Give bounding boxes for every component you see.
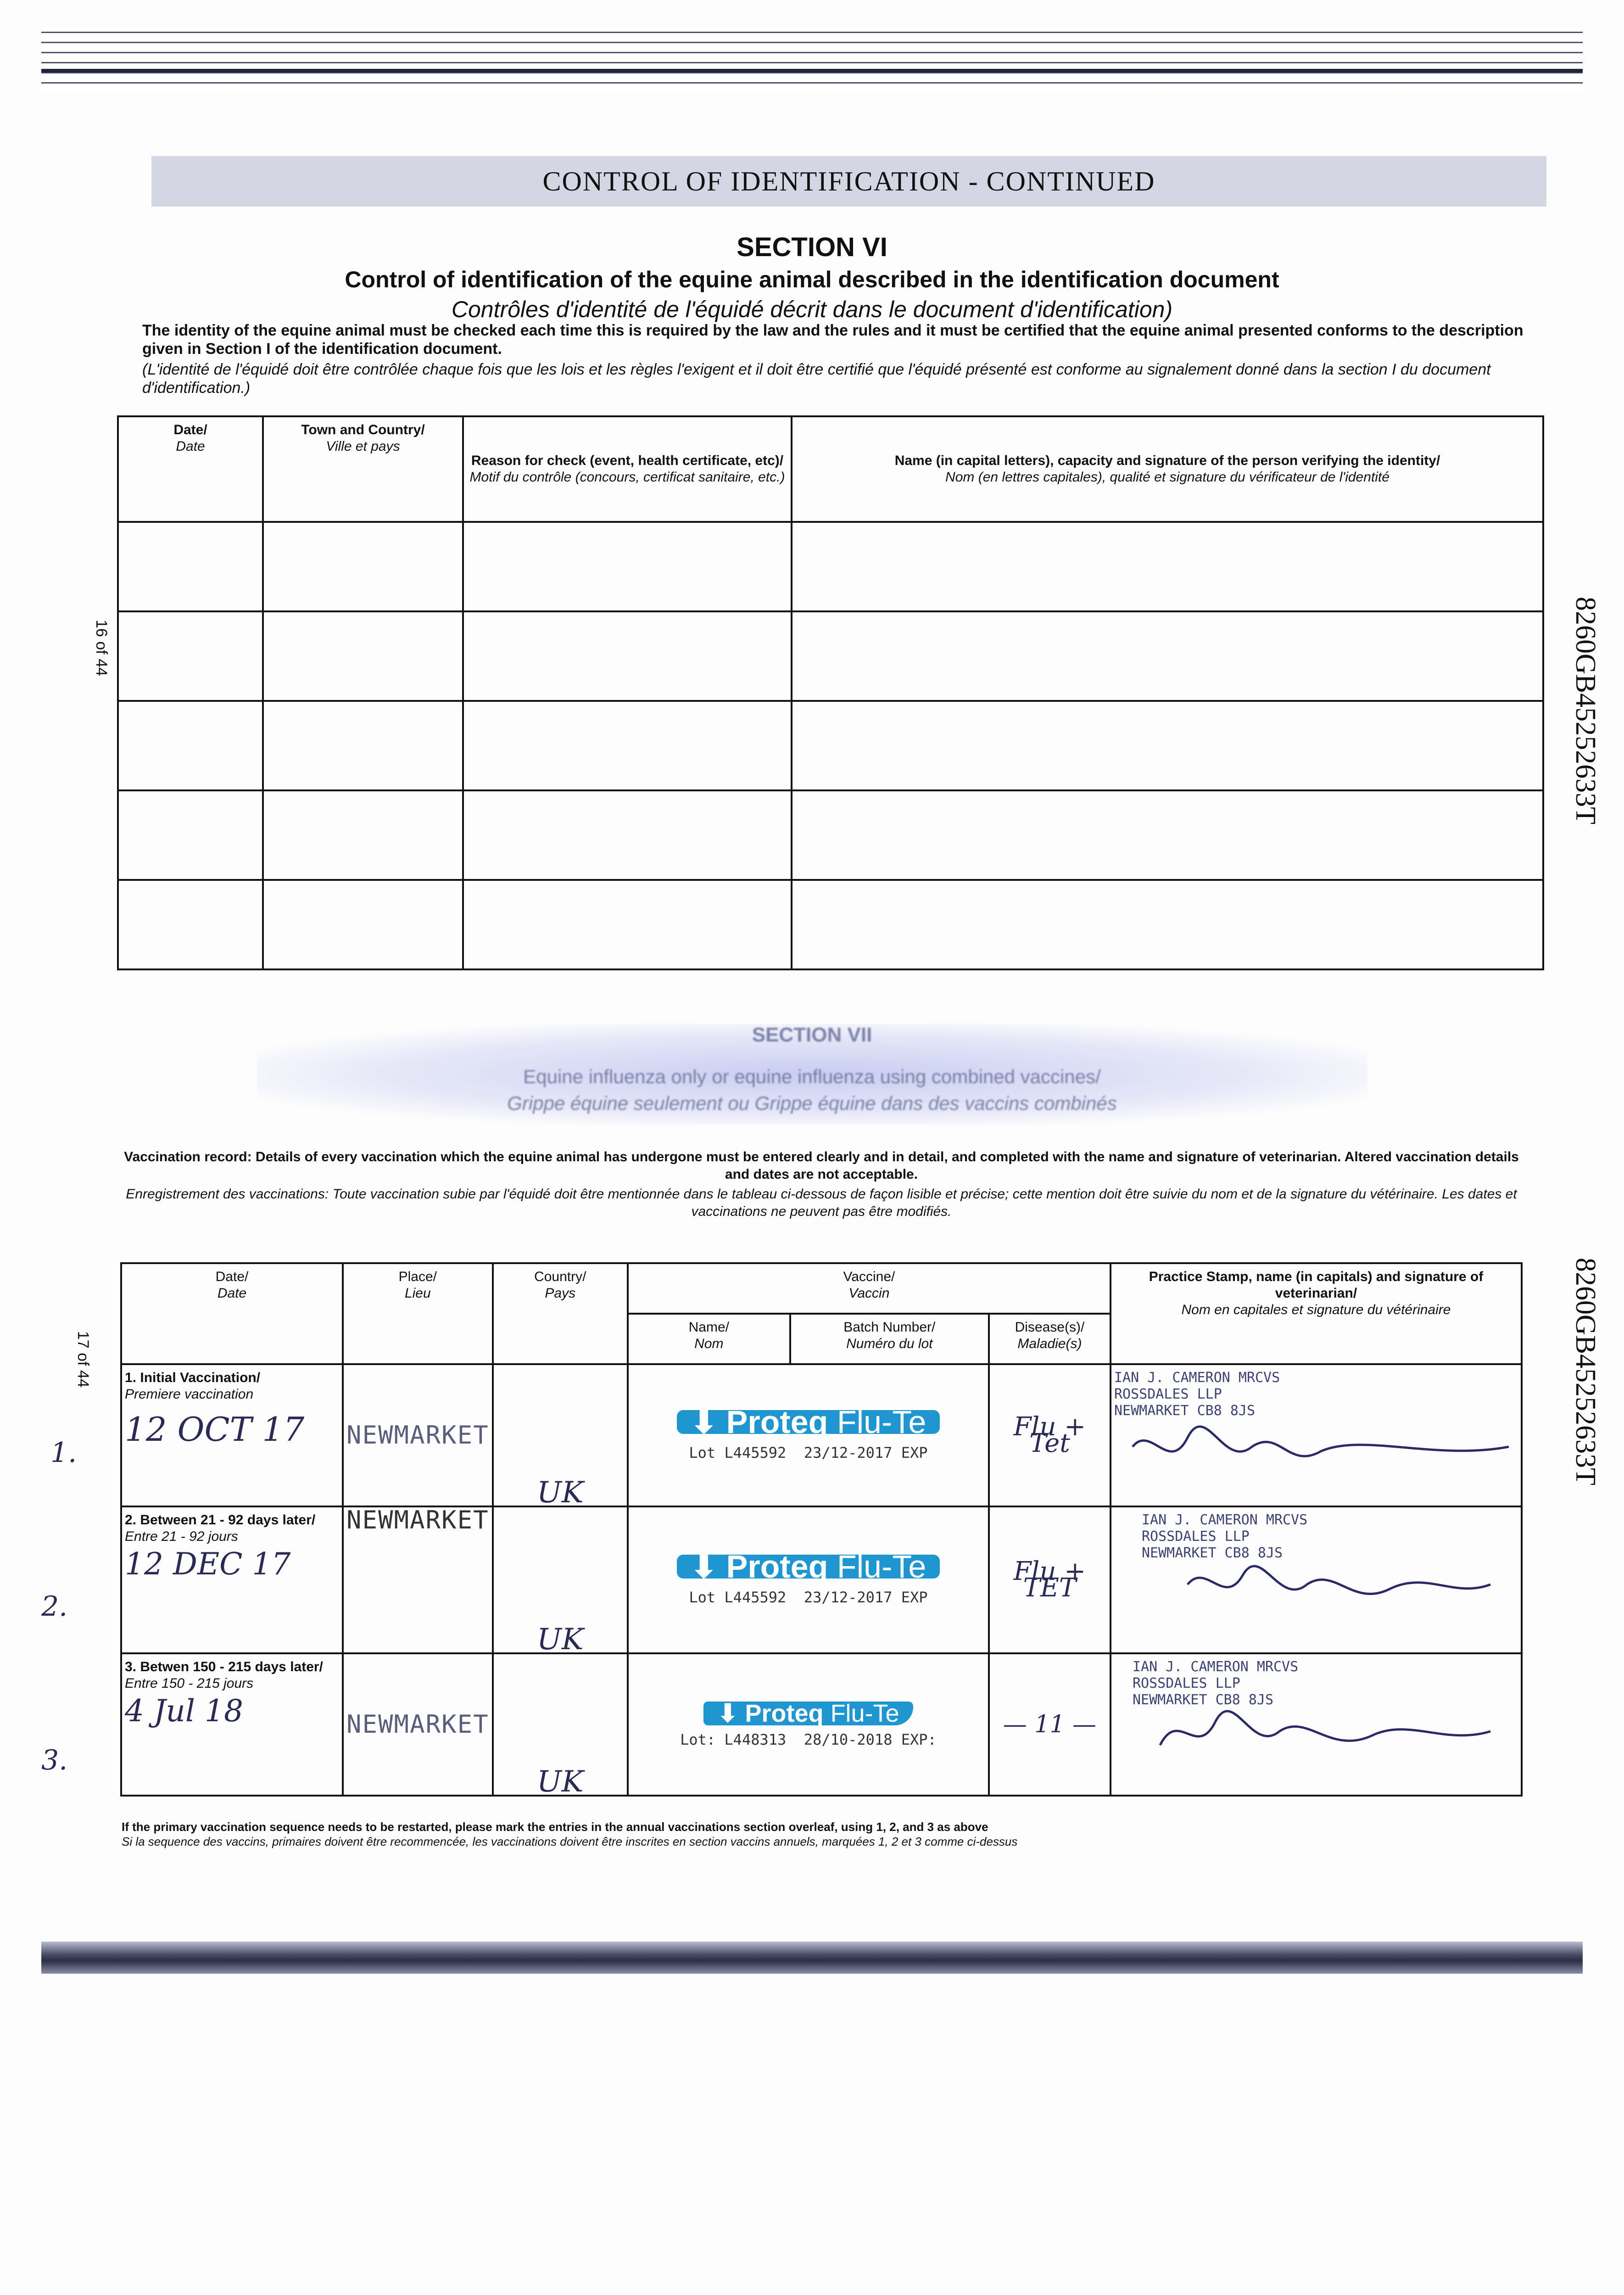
- table-row: [121, 1506, 1522, 1653]
- handwritten-date: 12 OCT 17: [125, 1410, 305, 1449]
- expiry-date: 23/12-2017: [804, 1444, 893, 1461]
- col-batch-number: Batch Number/ Numéro du lot: [790, 1314, 989, 1364]
- section7-subtitle-en: Equine influenza only or equine influenza using combined vaccines/: [523, 1066, 1101, 1087]
- cell[interactable]: [792, 880, 1543, 969]
- cell[interactable]: [118, 611, 263, 701]
- section7-subtitle-fr: Grippe équine seulement ou Grippe équine dans des vaccins combinés: [507, 1092, 1117, 1114]
- vaccine-sticker: ⬇ Proteq Flu-Te: [703, 1702, 913, 1725]
- handwritten-disease: Flu + Tet: [1013, 1412, 1086, 1458]
- vaccine-sticker: ⬇ Proteq Flu-Te: [677, 1410, 940, 1434]
- batch-number: L445592: [724, 1588, 787, 1606]
- cell[interactable]: [463, 611, 792, 701]
- vaccination-record-fr: Enregistrement des vaccinations: Toute vaccination subie par l'équidé doit être mentionnée dans le tableau ci-dessous de façon lisible et précise; cette mention doit être suivie du nom et de la signature du vétérinaire. Les dates et vaccinations ne peuvent pas être modifiés.: [126, 1187, 1517, 1219]
- date-cell[interactable]: [121, 1506, 343, 1653]
- col-country: Country/ Pays: [493, 1263, 628, 1364]
- col-date: Date/ Date: [118, 416, 263, 522]
- cell[interactable]: [263, 790, 463, 880]
- vet-stamp: IAN J. CAMERON MRCVS ROSSDALES LLP NEWMARKET CB8 8JS: [1132, 1659, 1299, 1708]
- cell[interactable]: [792, 522, 1543, 611]
- doc-number-lower: 8260GB45252633T: [1570, 1258, 1601, 1485]
- cell[interactable]: [118, 522, 263, 611]
- footer-scan-band: [41, 1942, 1583, 1974]
- vet-signature: [1133, 1562, 1500, 1612]
- handwritten-date: 12 DEC 17: [125, 1546, 291, 1582]
- continued-title: CONTROL OF IDENTIFICATION - CONTINUED: [151, 156, 1546, 207]
- country-cell[interactable]: [493, 1653, 628, 1799]
- handwritten-date: 4 Jul 18: [125, 1693, 244, 1729]
- table-row: [118, 790, 1543, 880]
- cell[interactable]: [118, 790, 263, 880]
- table-row: [118, 880, 1543, 969]
- place-stamp: NEWMARKET: [346, 1506, 489, 1534]
- footnote-fr: Si la sequence des vaccins, primaires doivent être recommencée, les vaccinations doivent être inscrites en section vaccins annuels, marquées 1, 2 et 3 comme ci-dessus: [122, 1835, 1018, 1848]
- col-place: Place/ Lieu: [343, 1263, 493, 1364]
- disease-cell[interactable]: [989, 1653, 1111, 1796]
- place-cell[interactable]: [343, 1653, 493, 1796]
- handwritten-country: UK: [536, 1623, 584, 1657]
- vet-stamp-cell[interactable]: [1111, 1506, 1522, 1653]
- section6-paragraph-fr: (L'identité de l'équidé doit être contrôlée chaque fois que les lois et les règles l'exigent et il doit être certifié que l'équidé présenté est conforme au signalement donné dans la section I du document d'identification.): [142, 361, 1491, 397]
- col-reason: Reason for check (event, health certificate, etc)/ Motif du contrôle (concours, certificat sanitaire, etc.): [463, 416, 792, 522]
- country-cell[interactable]: [493, 1364, 628, 1510]
- handwritten-disease: — 11 —: [1003, 1711, 1097, 1738]
- cell[interactable]: [263, 522, 463, 611]
- section6-subtitle-en: Control of identification of the equine animal described in the identification document: [345, 267, 1279, 292]
- row-label-en: 3. Betwen 150 - 215 days later/: [125, 1659, 323, 1674]
- cell[interactable]: [792, 701, 1543, 790]
- section6-paragraph-en: The identity of the equine animal must be checked each time this is required by the law and the rules and it must be certified that the equine animal presented conforms to the description given in Section I of the identification document.: [142, 322, 1524, 358]
- header-rule: [41, 69, 1583, 73]
- row-label-en: 1. Initial Vaccination/: [125, 1370, 261, 1385]
- cell[interactable]: [463, 880, 792, 969]
- expiry-date: 28/10-2018: [804, 1730, 893, 1748]
- col-date: Date/ Date: [121, 1263, 343, 1364]
- col-town-country: Town and Country/ Ville et pays: [263, 416, 463, 522]
- table-row: [118, 701, 1543, 790]
- country-cell[interactable]: [493, 1506, 628, 1657]
- vaccination-record-en: Vaccination record: Details of every vaccination which the equine animal has undergone must be entered clearly and in detail, and completed with the name and signature of veterinarian. Altered vaccination details and dates are not acceptable.: [124, 1149, 1519, 1182]
- row-label-fr: Entre 150 - 215 jours: [125, 1676, 254, 1691]
- margin-number-2: 2.: [41, 1590, 68, 1623]
- vaccine-sticker-cell[interactable]: ⬇ Proteq Flu-Te Lot L445592 23/12-2017 EXP: [628, 1506, 989, 1653]
- place-cell[interactable]: [343, 1364, 493, 1506]
- vaccine-sticker: ⬇ Proteq Flu-Te: [677, 1555, 940, 1579]
- disease-cell[interactable]: [989, 1364, 1111, 1506]
- row-label-fr: Premiere vaccination: [125, 1387, 254, 1402]
- batch-number: L448313: [724, 1730, 787, 1748]
- section6-title: SECTION VI: [737, 232, 887, 262]
- section6-subtitle-fr: Contrôles d'identité de l'équidé décrit dans le document d'identification): [451, 297, 1173, 322]
- table-row: [118, 611, 1543, 701]
- col-verifier: Name (in capital letters), capacity and signature of the person verifying the identity/ Nom (en lettres capitales), qualité et signature du vérificateur de l'identité: [792, 416, 1543, 522]
- row-label-en: 2. Between 21 - 92 days later/: [125, 1512, 316, 1528]
- table-row: [121, 1653, 1522, 1796]
- date-cell[interactable]: [121, 1364, 343, 1506]
- vet-stamp-cell[interactable]: [1111, 1364, 1522, 1506]
- margin-number-3: 3.: [41, 1744, 68, 1776]
- col-vaccine: Vaccine/ Vaccin: [628, 1263, 1111, 1314]
- vet-signature: [1114, 1419, 1518, 1479]
- cell[interactable]: [263, 611, 463, 701]
- handwritten-disease: Flu + TET: [1013, 1556, 1086, 1603]
- page-number-17: 17 of 44: [74, 1331, 92, 1388]
- col-vaccine-name: Name/ Nom: [628, 1314, 790, 1364]
- table-row: [118, 522, 1543, 611]
- vet-stamp-cell[interactable]: [1111, 1653, 1522, 1796]
- identification-check-table: [117, 415, 1544, 970]
- cell[interactable]: [118, 701, 263, 790]
- handwritten-country: UK: [536, 1476, 584, 1510]
- vet-stamp: IAN J. CAMERON MRCVS ROSSDALES LLP NEWMARKET CB8 8JS: [1114, 1370, 1280, 1419]
- section7-title: SECTION VII: [752, 1024, 872, 1046]
- table-row: [121, 1364, 1522, 1506]
- doc-number-upper: 8260GB45252633T: [1570, 597, 1601, 824]
- col-diseases: Disease(s)/ Maladie(s): [989, 1314, 1111, 1364]
- date-cell[interactable]: [121, 1653, 343, 1796]
- margin-number-1: 1.: [50, 1437, 77, 1469]
- vaccination-table: [120, 1262, 1523, 1797]
- cell[interactable]: [263, 701, 463, 790]
- vet-signature: [1133, 1708, 1500, 1759]
- cell[interactable]: [792, 611, 1543, 701]
- cell[interactable]: [463, 701, 792, 790]
- batch-number: L445592: [724, 1444, 787, 1461]
- footnote-en: If the primary vaccination sequence needs to be restarted, please mark the entries in the annual vaccinations section overleaf, using 1, 2, and 3 as above: [122, 1820, 988, 1834]
- vaccine-sticker-cell[interactable]: ⬇ Proteq Flu-Te Lot: L448313 28/10-2018 EXP:: [628, 1653, 989, 1796]
- row-label-fr: Entre 21 - 92 jours: [125, 1529, 238, 1544]
- vet-stamp: IAN J. CAMERON MRCVS ROSSDALES LLP NEWMARKET CB8 8JS: [1141, 1512, 1308, 1561]
- handwritten-country: UK: [536, 1765, 584, 1799]
- disease-cell[interactable]: [989, 1506, 1111, 1653]
- cell[interactable]: [118, 880, 263, 969]
- vaccine-sticker-cell[interactable]: ⬇ Proteq Flu-Te Lot L445592 23/12-2017 EXP: [628, 1364, 989, 1506]
- page-number-16: 16 of 44: [93, 620, 110, 676]
- cell[interactable]: [463, 790, 792, 880]
- col-practice-stamp: Practice Stamp, name (in capitals) and signature of veterinarian/ Nom en capitales et signature du vétérinaire: [1111, 1263, 1522, 1364]
- header-scan-band: [41, 28, 1583, 92]
- cell[interactable]: [263, 880, 463, 969]
- vacc-header-row-1: [121, 1263, 1522, 1314]
- id-table-header: [118, 416, 1543, 522]
- expiry-date: 23/12-2017: [804, 1588, 893, 1606]
- place-cell[interactable]: [343, 1506, 493, 1653]
- cell[interactable]: [463, 522, 792, 611]
- place-stamp: NEWMARKET: [346, 1710, 489, 1739]
- place-stamp: NEWMARKET: [346, 1421, 489, 1450]
- cell[interactable]: [792, 790, 1543, 880]
